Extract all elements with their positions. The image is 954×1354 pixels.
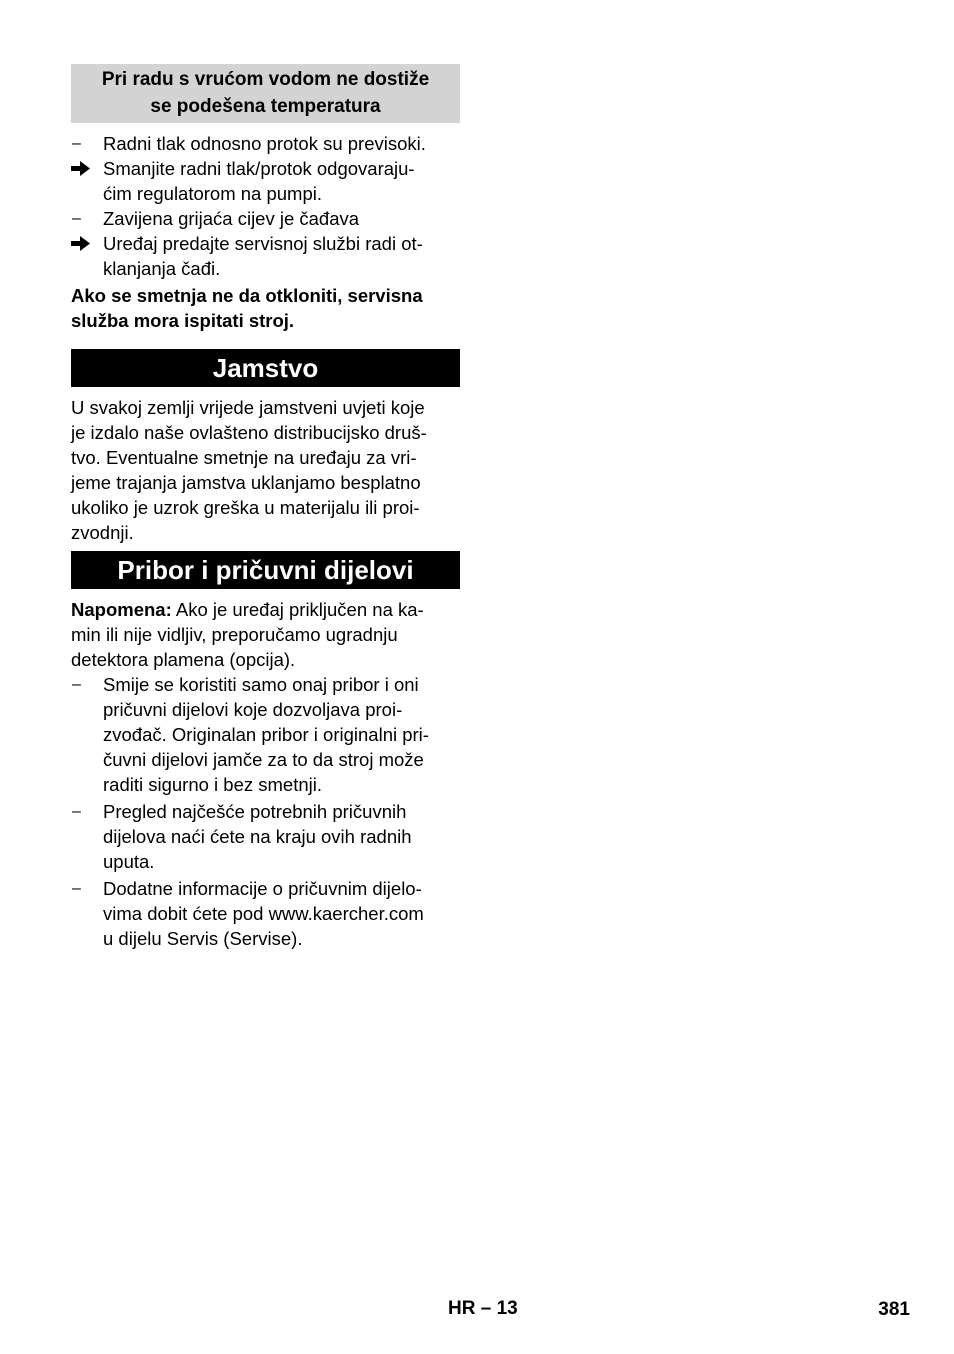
parts-section-list bbox=[71, 672, 460, 951]
warranty-section bbox=[71, 349, 460, 545]
note-line: min ili nije vidljiv, preporučamo ugradnju bbox=[71, 624, 398, 645]
parts-note bbox=[71, 597, 460, 672]
list-item-line: Smije se koristiti samo onaj pribor i oni bbox=[103, 674, 419, 695]
heading-line: Pri radu s vrućom vodom ne dostiže bbox=[101, 69, 430, 90]
list-item-line: ćim regulatorom na pumpi. bbox=[103, 183, 323, 204]
paragraph-line: jeme trajanja jamstva uklanjamo besplatno bbox=[71, 472, 421, 493]
dash-bullet-icon: – bbox=[72, 210, 81, 227]
heat-section-heading bbox=[71, 64, 460, 123]
list-item-line: pričuvni dijelovi koje dozvoljava proi- bbox=[103, 699, 403, 720]
heat-section-list bbox=[71, 131, 460, 281]
list-item-line: Uređaj predajte servisnoj službi radi ot- bbox=[103, 233, 423, 254]
list-item-line: Pregled najčešće potrebnih pričuvnih bbox=[103, 801, 407, 822]
page-number: 381 bbox=[878, 1299, 910, 1320]
paragraph-line: tvo. Eventualne smetnje na uređaju za vri- bbox=[71, 447, 417, 468]
list-item bbox=[71, 231, 460, 281]
note-line: služba mora ispitati stroj. bbox=[71, 310, 295, 331]
warranty-heading: Jamstvo bbox=[71, 349, 460, 387]
footer-section-label: HR – 13 bbox=[448, 1298, 518, 1319]
list-item-line: čuvni dijelovi jamče za to da stroj može bbox=[103, 749, 424, 770]
list-item-line: Radni tlak odnosno protok su previsoki. bbox=[103, 133, 426, 154]
list-item bbox=[71, 156, 460, 206]
list-item bbox=[71, 206, 460, 231]
list-item-line: Zavijena grijaća cijev je čađava bbox=[103, 208, 360, 229]
paragraph-line: U svakoj zemlji vrijede jamstveni uvjeti koje bbox=[71, 397, 425, 418]
note-line: Ako se smetnja ne da otkloniti, servisna bbox=[71, 285, 423, 306]
paragraph-line: ukoliko je uzrok greška u materijalu ili proi- bbox=[71, 497, 420, 518]
list-item bbox=[71, 799, 460, 874]
note-text: Ako je uređaj priključen na ka- bbox=[171, 599, 424, 620]
list-item bbox=[71, 876, 460, 951]
list-item-line: uputa. bbox=[103, 851, 155, 872]
list-item-line: Smanjite radni tlak/protok odgovaraju- bbox=[103, 158, 415, 179]
note-label: Napomena: bbox=[71, 599, 172, 620]
paragraph-line: zvodnji. bbox=[71, 522, 134, 543]
note-line: detektora plamena (opcija). bbox=[71, 649, 296, 670]
list-item-line: vima dobit ćete pod www.kaercher.com bbox=[103, 903, 424, 924]
list-item-line: klanjanja čađi. bbox=[103, 258, 221, 279]
heading-line: se podešena temperatura bbox=[150, 96, 381, 117]
list-item-line: u dijelu Servis (Servise). bbox=[103, 928, 303, 949]
list-item-line: dijelova naći ćete na kraju ovih radnih bbox=[103, 826, 412, 847]
warranty-paragraph bbox=[71, 395, 460, 545]
dash-bullet-icon: – bbox=[72, 803, 81, 820]
dash-bullet-icon: – bbox=[72, 135, 81, 152]
paragraph-line: je izdalo naše ovlašteno distribucijsko druš- bbox=[71, 422, 427, 443]
list-item-line: zvođač. Originalan pribor i originalni pri- bbox=[103, 724, 429, 745]
list-item-line: raditi sigurno i bez smetnji. bbox=[103, 774, 323, 795]
dash-bullet-icon: – bbox=[72, 676, 81, 693]
list-item bbox=[71, 131, 460, 156]
dash-bullet-icon: – bbox=[72, 880, 81, 897]
parts-section bbox=[71, 551, 460, 953]
heat-section-note bbox=[71, 283, 460, 333]
arrow-right-icon bbox=[71, 231, 99, 251]
note-first-line bbox=[71, 597, 460, 622]
list-item bbox=[71, 672, 460, 797]
list-item-line: Dodatne informacije o pričuvnim dijelo- bbox=[103, 878, 422, 899]
parts-heading: Pribor i pričuvni dijelovi bbox=[71, 551, 460, 589]
heat-section bbox=[71, 64, 460, 333]
arrow-right-icon bbox=[71, 156, 99, 176]
